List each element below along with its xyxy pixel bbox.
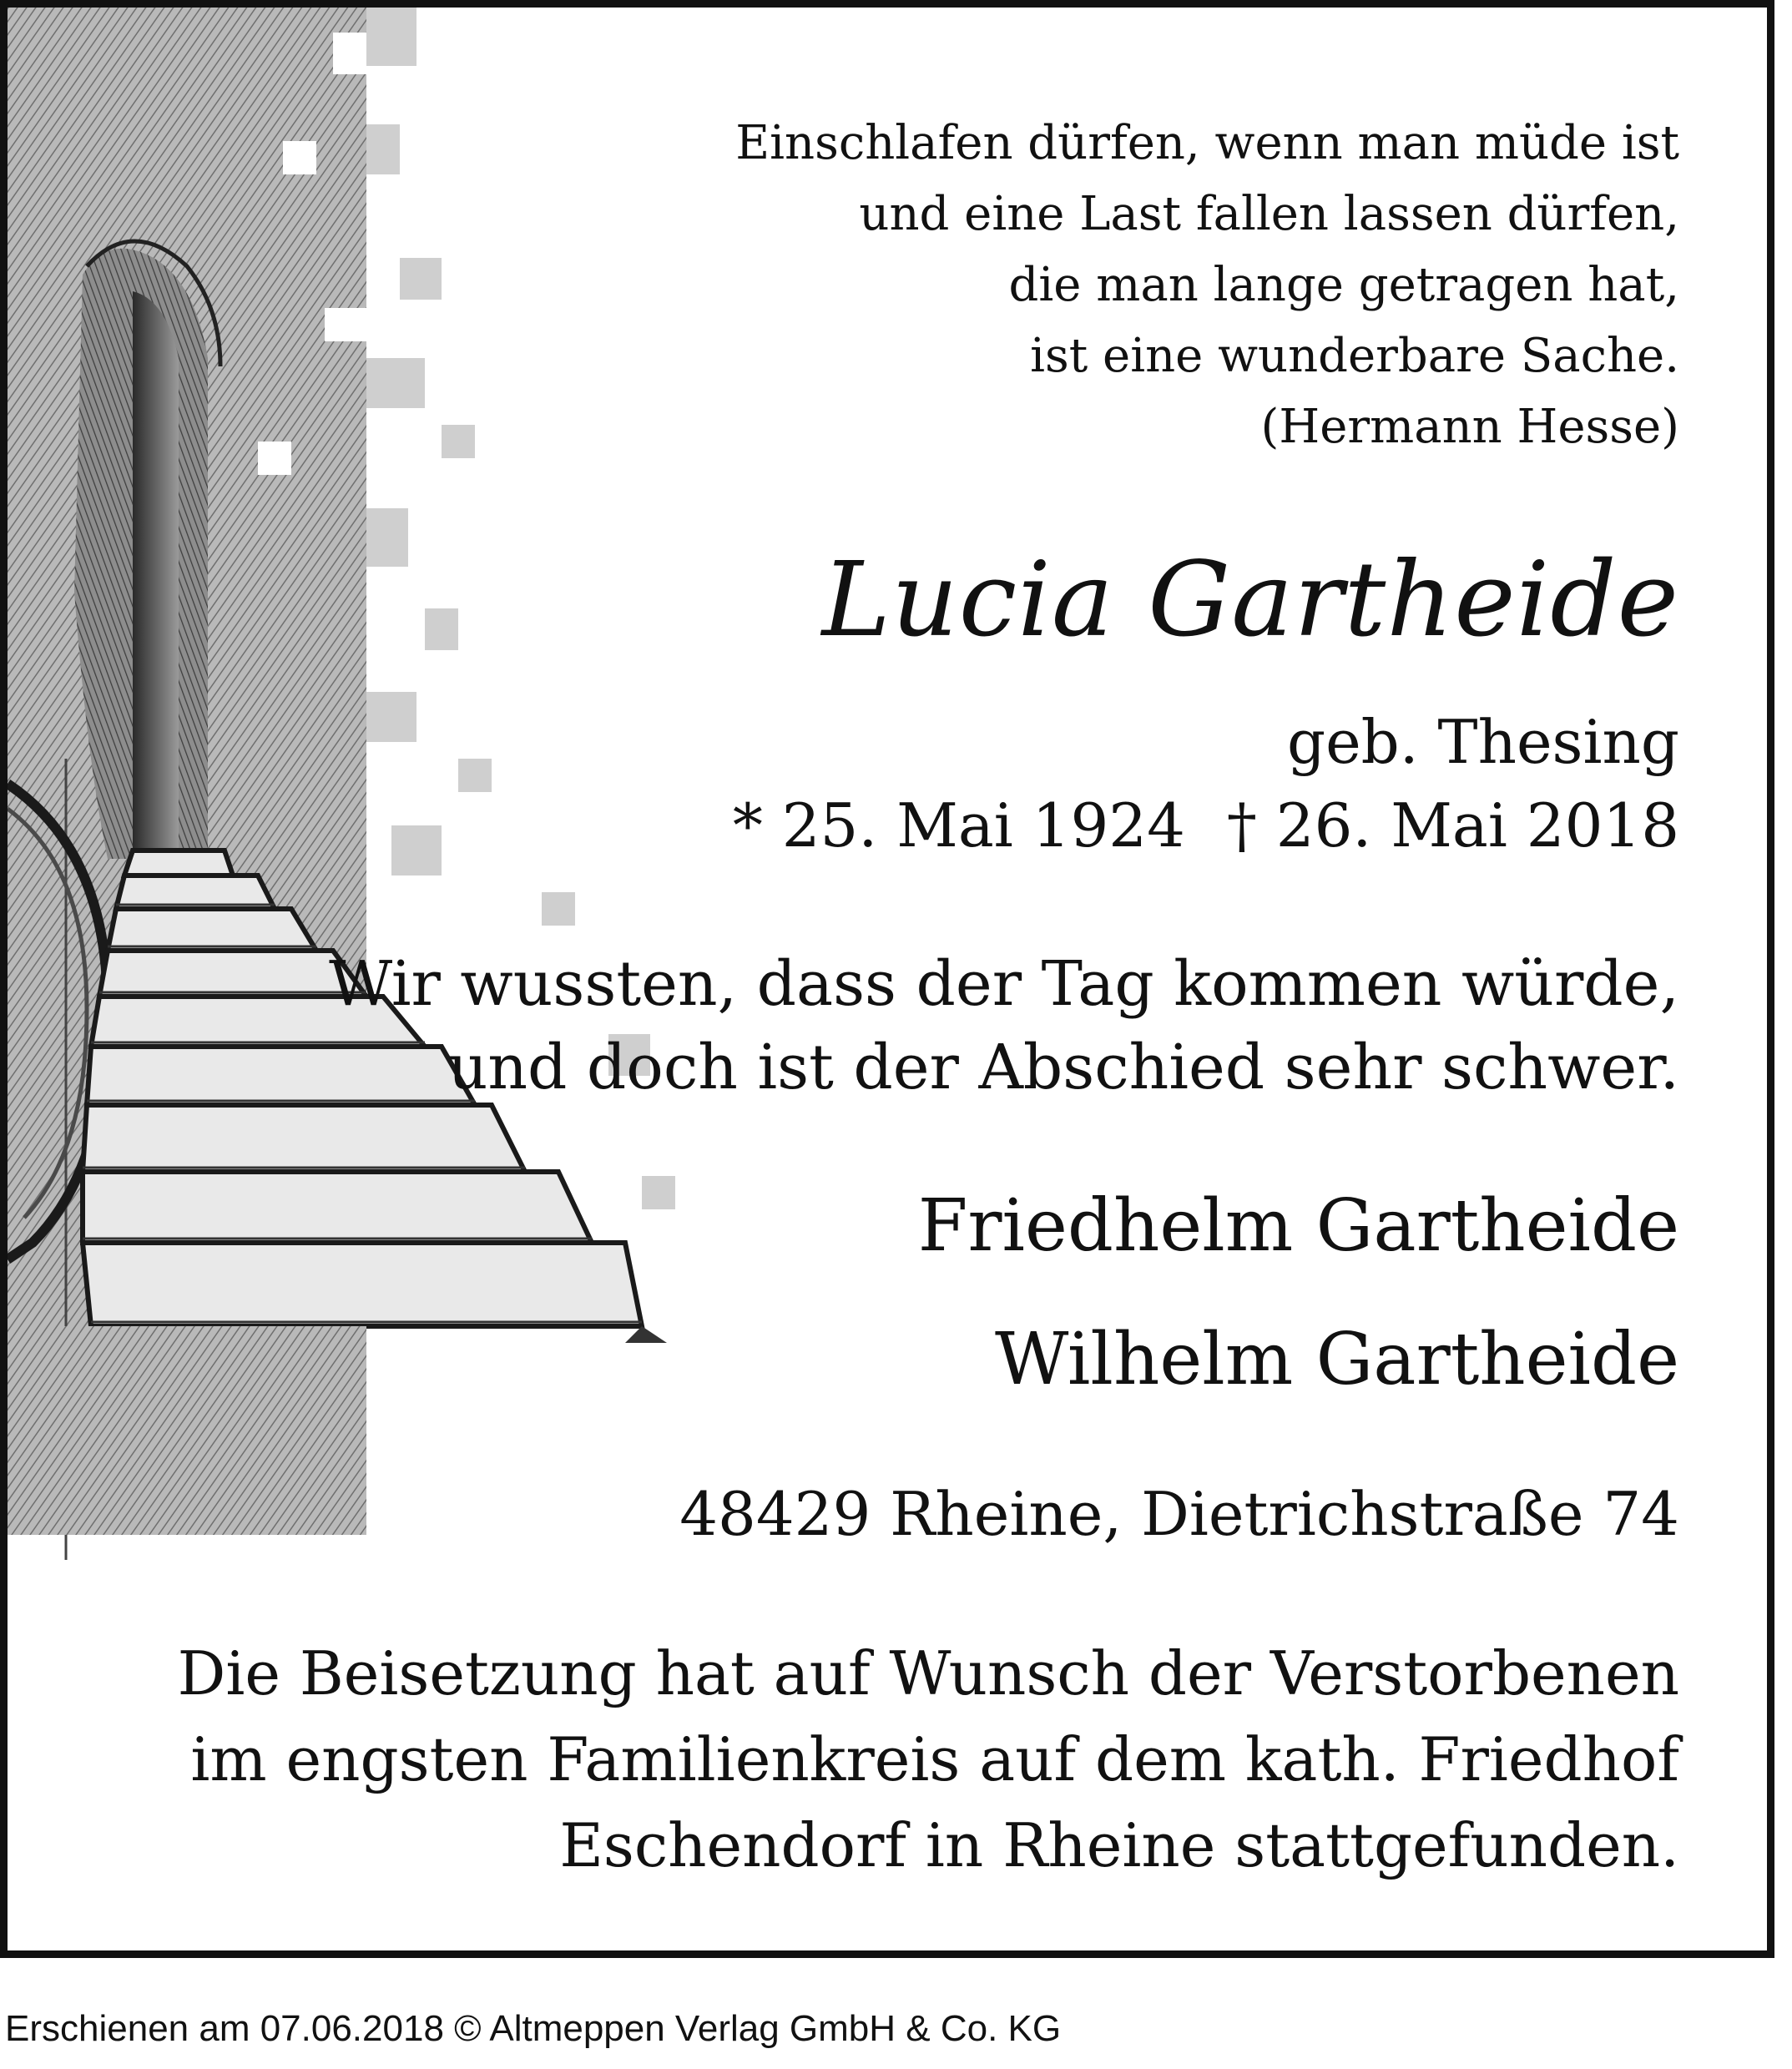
publication-footer: Erschienen am 07.06.2018 © Altmeppen Verlag GmbH & Co. KG (5, 2008, 1062, 2049)
burial-line: im engsten Familienkreis auf dem kath. Friedhof (190, 1724, 1679, 1794)
birth-name: geb. Thesing (1286, 707, 1679, 777)
mourner-name: Friedhelm Gartheide (917, 1184, 1679, 1268)
mourning-line: Wir wussten, dass der Tag kommen würde, (329, 948, 1679, 1020)
birth-date: * 25. Mai 1924 (732, 790, 1185, 860)
life-dates (733, 788, 1679, 863)
quote-line: ist eine wunderbare Sache. (1030, 329, 1679, 383)
quote-line: Einschlafen dürfen, wenn man müde ist (735, 116, 1679, 170)
burial-text (178, 1631, 1679, 1889)
quote-line: die man lange getragen hat, (1008, 258, 1679, 312)
address: 48429 Rheine, Dietrichstraße 74 (679, 1479, 1679, 1549)
mourner-name: Wilhelm Gartheide (995, 1318, 1679, 1401)
death-date: † 26. Mai 2018 (1226, 790, 1679, 860)
burial-line: Eschendorf in Rheine stattgefunden. (559, 1810, 1679, 1880)
mourning-text (329, 942, 1679, 1109)
mourning-line: und doch ist der Abschied sehr schwer. (447, 1032, 1679, 1103)
quote-author: (Hermann Hesse) (1260, 400, 1679, 454)
quote-line: und eine Last fallen lassen dürfen, (859, 187, 1679, 241)
staircase-archway-sketch-icon (8, 8, 725, 1560)
quote (735, 108, 1679, 462)
deceased-name: Lucia Gartheide (821, 540, 1679, 660)
burial-line: Die Beisetzung hat auf Wunsch der Verstorbenen (177, 1638, 1679, 1708)
